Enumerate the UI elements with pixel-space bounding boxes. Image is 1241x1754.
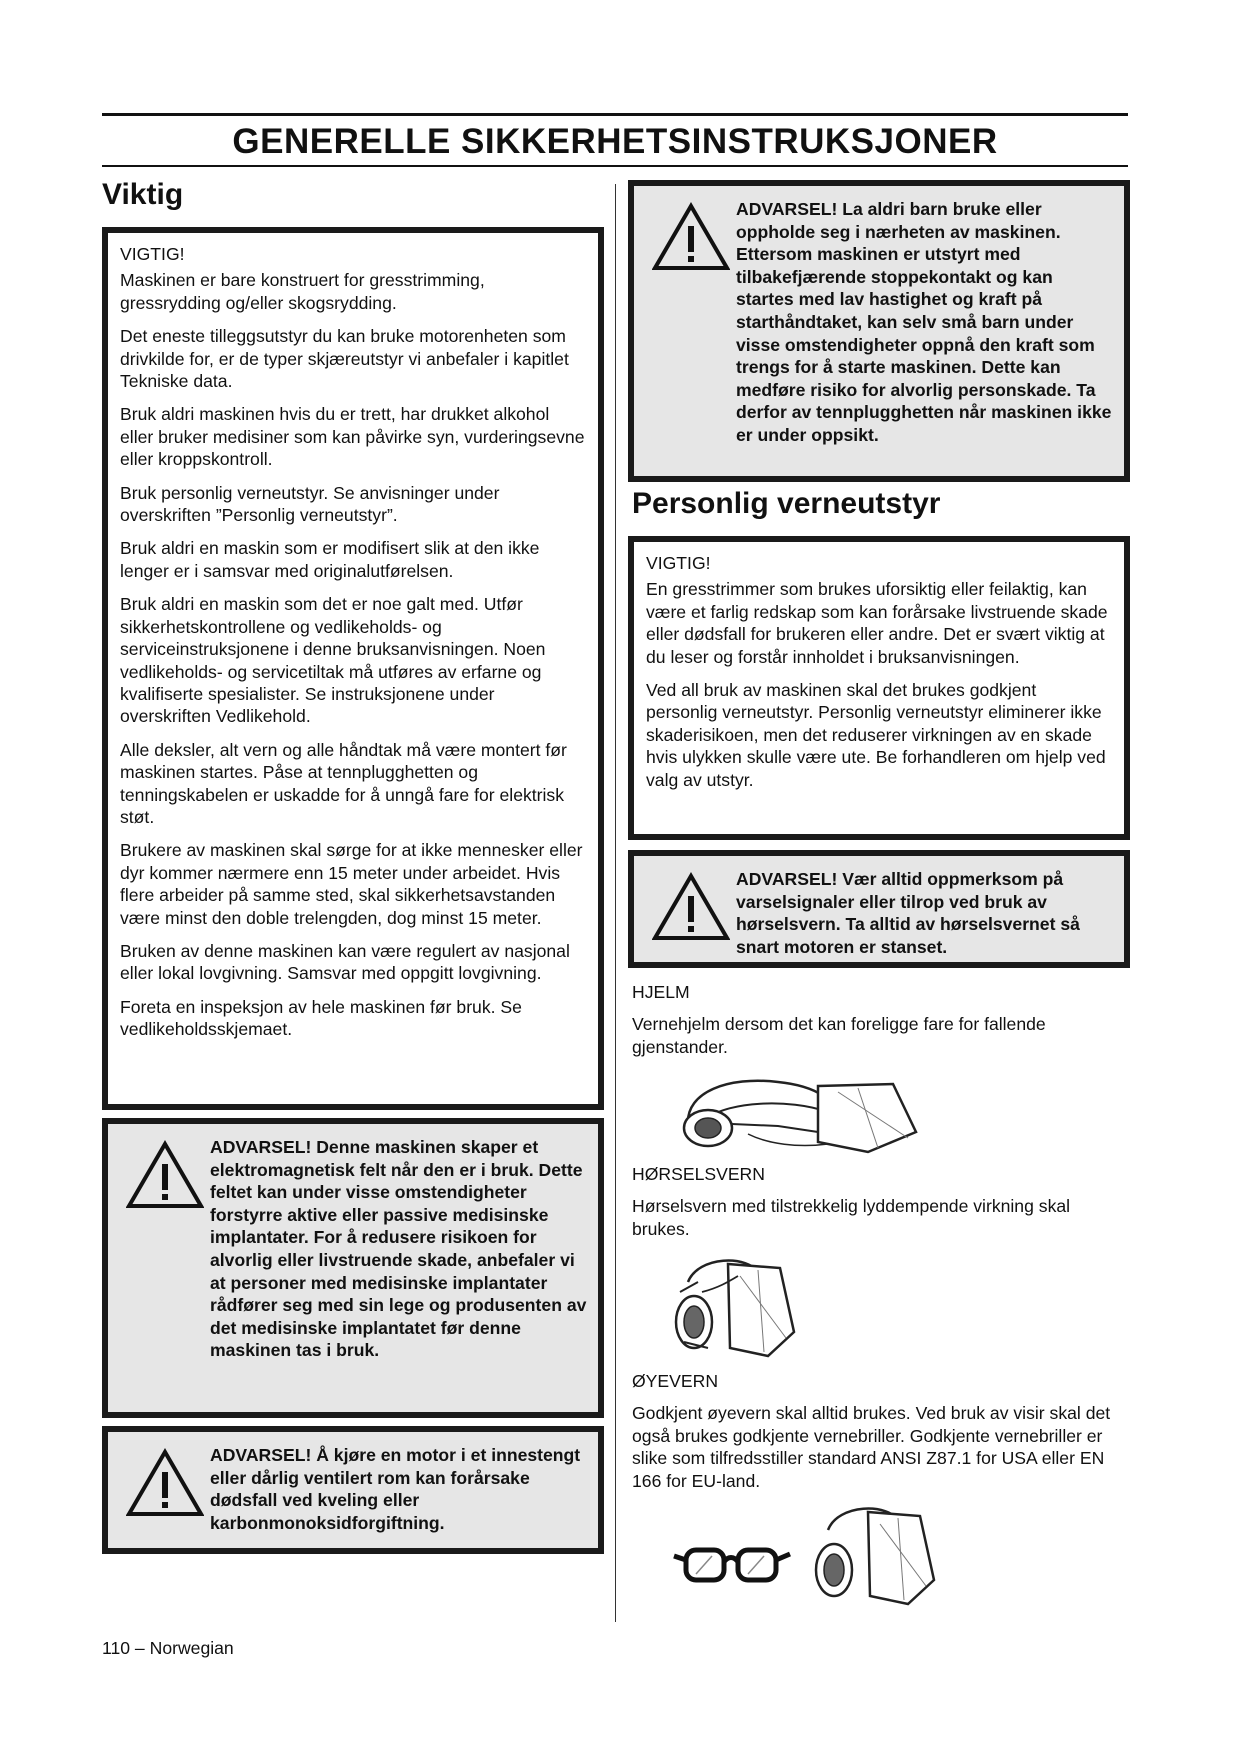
title-underline bbox=[102, 165, 1128, 167]
warning-text-children: ADVARSEL! La aldri barn bruke eller oppholde seg i nærheten av maskinen. Ettersom maskinen er utstyrt med tilbakefjærende stoppekontakt og kan startes med lav hastighet og kraft på starthåndtaket, kan selv små barn under visse omstendigheter oppnå den kraft som trengs for å starte maskinen. Dette kan medføre risiko for alvorlig personskade. Ta derfor av tennplugghetten når maskinen ikke er under oppsikt. bbox=[736, 199, 1112, 445]
helmet-label: HJELM bbox=[632, 982, 690, 1002]
warning-box-children bbox=[628, 180, 1130, 482]
safety-glasses-illustration-icon bbox=[672, 1540, 792, 1590]
helmet-illustration-icon bbox=[668, 1072, 918, 1156]
warning-triangle-icon bbox=[126, 1140, 204, 1210]
warning-text-signals: ADVARSEL! Vær alltid oppmerksom på varselsignaler eller tilrop ved bruk av hørselsvern. Ta alltid av hørselsvernet så snart motoren er stanset. bbox=[736, 869, 1080, 957]
page-title: GENERELLE SIKKERHETSINSTRUKSJONER bbox=[232, 122, 998, 161]
important-box-right bbox=[628, 536, 1130, 840]
hearing-protection-illustration-icon bbox=[668, 1252, 798, 1362]
eye-label: ØYEVERN bbox=[632, 1371, 719, 1391]
warning-triangle-icon bbox=[652, 872, 730, 942]
warning-box-co bbox=[102, 1426, 604, 1554]
important-label: VIGTIG! bbox=[120, 244, 185, 264]
warning-text-co: ADVARSEL! Å kjøre en motor i et innestengt eller dårlig ventilert rom kan forårsake dødsfall ved kveling eller karbonmonoksidforgiftning. bbox=[210, 1445, 581, 1533]
helmet-text: Vernehjelm dersom det kan foreligge fare for fallende gjenstander. bbox=[632, 1014, 1046, 1057]
paragraph: Foreta en inspeksjon av hele maskinen før bruk. Se vedlikeholdsskjemaet. bbox=[120, 996, 522, 1040]
paragraph: Maskinen er bare konstruert for gresstrimming, gressrydding og/eller skogsrydding. bbox=[120, 270, 485, 313]
page-footer: 110 – Norwegian bbox=[102, 1638, 234, 1658]
helmet-section bbox=[632, 981, 1132, 1058]
section-title-viktig: Viktig bbox=[102, 178, 184, 211]
column-divider bbox=[615, 184, 616, 1622]
warning-text-emf: ADVARSEL! Denne maskinen skaper et elektromagnetisk felt når den er i bruk. Dette feltet kan under visse omstendigheter forstyrre aktive eller passive medisinske implantater. For å redusere risikoen for alvorlig eller livstruende skade, anbefaler vi at personer med medisinske implantater rådfører seg med sin lege og produsenten av det medisinske implantatet før denne maskinen tas i bruk. bbox=[210, 1137, 587, 1361]
paragraph: En gresstrimmer som brukes uforsiktig eller feilaktig, kan være et farlig redskap som kan forårsake livstruende skade eller dødsfall for brukeren eller andre. Det er svært viktig at du leser og forstår innholdet i bruksanvisningen. bbox=[646, 579, 1108, 667]
paragraph: Det eneste tilleggsutstyr du kan bruke motorenheten som drivkilde for, er de typer skjæreutstyr vi anbefaler i kapitlet Tekniske data. bbox=[120, 326, 569, 392]
paragraph: Bruk aldri maskinen hvis du er trett, har drukket alkohol eller bruker medisiner som kan påvirke syn, vurderingsevne eller kroppskontroll. bbox=[120, 404, 585, 470]
section-title-verneutstyr: Personlig verneutstyr bbox=[632, 487, 941, 520]
top-rule bbox=[102, 113, 1128, 116]
warning-triangle-icon bbox=[126, 1448, 204, 1518]
hearing-text: Hørselsvern med tilstrekkelig lyddempende virkning skal brukes. bbox=[632, 1196, 1071, 1239]
eye-section bbox=[632, 1370, 1132, 1492]
eye-text: Godkjent øyevern skal alltid brukes. Ved bruk av visir skal det også brukes godkjente vernebriller. Godkjente vernebriller er slike som tilfredsstiller standard ANSI Z87.1 for USA eller EN 166 for EU-land. bbox=[632, 1403, 1111, 1491]
paragraph: Brukere av maskinen skal sørge for at ikke mennesker eller dyr kommer nærmere enn 15 meter under arbeidet. Hvis flere arbeider på samme sted, skal sikkerhetsavstanden være minst den doble trelengden, dog minst 15 meter. bbox=[120, 840, 583, 928]
warning-triangle-icon bbox=[652, 202, 730, 272]
visor-illustration-icon bbox=[808, 1500, 938, 1610]
paragraph: Bruk aldri en maskin som det er noe galt med. Utfør sikkerhetskontrollene og vedlikeholds- og serviceinstruksjonene i denne bruksanvisningen. Noen vedlikeholds- og servicetiltak må utføres av erfarne og kvalifiserte spesialister. Se instruksjonene under overskriften Vedlikehold. bbox=[120, 594, 546, 727]
paragraph: Bruken av denne maskinen kan være regulert av nasjonal eller lokal lovgivning. Samsvar med oppgitt lovgivning. bbox=[120, 940, 570, 984]
paragraph: Ved all bruk av maskinen skal det brukes godkjent personlig verneutstyr. Personlig verneutstyr eliminerer ikke skaderisikoen, men det reduserer virkningen av en skade hvis ulykken skulle være ute. Be forhandleren om hjelp ved valg av utstyr. bbox=[646, 680, 1106, 790]
important-label: VIGTIG! bbox=[646, 553, 711, 573]
warning-box-emf bbox=[102, 1118, 604, 1418]
paragraph: Bruk aldri en maskin som er modifisert slik at den ikke lenger er i samsvar med originalutførelsen. bbox=[120, 538, 540, 581]
hearing-label: HØRSELSVERN bbox=[632, 1164, 765, 1184]
warning-box-signals bbox=[628, 850, 1130, 968]
paragraph: Bruk personlig verneutstyr. Se anvisninger under overskriften ”Personlig verneutstyr”. bbox=[120, 482, 500, 526]
important-box-left bbox=[102, 227, 604, 1110]
hearing-section bbox=[632, 1163, 1132, 1240]
paragraph: Alle deksler, alt vern og alle håndtak må være montert før maskinen startes. Påse at tennplugghetten og tenningskabelen er uskadde for å unngå fare for elektrisk støt. bbox=[120, 739, 567, 827]
